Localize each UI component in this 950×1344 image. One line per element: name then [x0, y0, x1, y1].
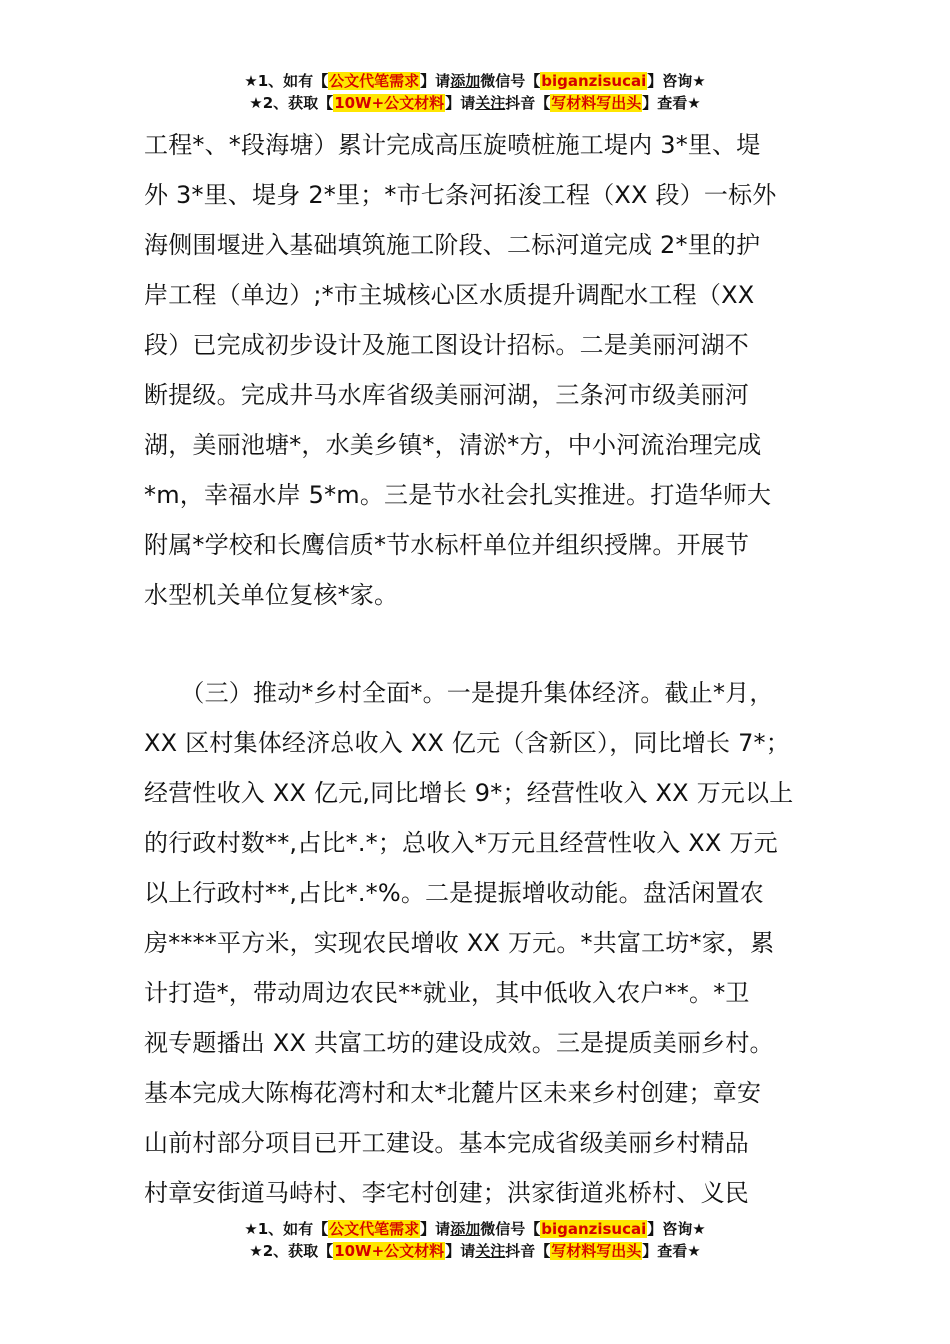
text-line: 山前村部分项目已开工建设。基本完成省级美丽乡村精品 — [144, 1129, 749, 1157]
text-line: 外 3*里、堤身 2*里；*市七条河拓浚工程（XX 段）一标外 — [144, 181, 777, 209]
text-line: *m，幸福水岸 5*m。三是节水社会扎实推进。打造华师大 — [144, 481, 772, 509]
text-line: 海侧围堰进入基础填筑施工阶段、二标河道完成 2*里的护 — [144, 231, 761, 259]
text-line: 岸工程（单边）;*市主城核心区水质提升调配水工程（XX — [144, 281, 755, 309]
promo-emphasis: 添加 — [450, 72, 481, 90]
footer-promo-line-2 — [0, 1240, 950, 1262]
promo-emphasis: 添加 — [450, 1220, 481, 1238]
text-line: 村章安街道马峙村、李宅村创建；洪家街道兆桥村、义民 — [144, 1179, 749, 1207]
header-promo-line-1 — [0, 70, 950, 92]
promo-highlight: 公文代笔需求 — [329, 1220, 420, 1238]
footer-promo — [0, 1218, 950, 1262]
promo-highlight: 公文代笔需求 — [329, 72, 420, 90]
promo-text: 抖音【 — [505, 1242, 551, 1260]
promo-highlight-douyin-id: 写材料写出头 — [551, 94, 642, 112]
promo-highlight: 10W+公文材料 — [334, 1242, 445, 1260]
promo-text: 】咨询★ — [647, 72, 706, 90]
text-line: 视专题播出 XX 共富工坊的建设成效。三是提质美丽乡村。 — [144, 1029, 774, 1057]
promo-text: 】咨询★ — [647, 1220, 706, 1238]
header-promo-line-2 — [0, 92, 950, 114]
promo-text: ★2、获取【 — [249, 1242, 334, 1260]
promo-highlight-wechat-id: biganzisucai — [541, 1220, 647, 1238]
promo-emphasis: 关注 — [475, 1242, 506, 1260]
text-line: 湖，美丽池塘*，水美乡镇*，清淤*方，中小河流治理完成 — [144, 431, 762, 459]
promo-text: 】请 — [445, 94, 476, 112]
promo-text: 】查看★ — [642, 94, 701, 112]
promo-text: 】请 — [420, 1220, 451, 1238]
text-line: 基本完成大陈梅花湾村和太*北麓片区未来乡村创建；章安 — [144, 1079, 762, 1107]
header-promo — [0, 70, 950, 114]
text-line: 房****平方米，实现农民增收 XX 万元。*共富工坊*家，累 — [144, 929, 775, 957]
text-line: （三）推动*乡村全面*。一是提升集体经济。截止*月， — [144, 679, 774, 707]
promo-text: ★2、获取【 — [249, 94, 334, 112]
promo-text: ★1、如有【 — [244, 72, 329, 90]
promo-text: 微信号【 — [480, 1220, 541, 1238]
footer-promo-line-1 — [0, 1218, 950, 1240]
promo-text: 微信号【 — [480, 72, 541, 90]
text-line: 工程*、*段海塘）累计完成高压旋喷桩施工堤内 3*里、堤 — [144, 131, 761, 159]
promo-text: ★1、如有【 — [244, 1220, 329, 1238]
paragraph-2 — [144, 668, 814, 1218]
text-line: 以上行政村**,占比*.*%。二是提振增收动能。盘活闲置农 — [144, 879, 764, 907]
promo-text: 抖音【 — [505, 94, 551, 112]
promo-highlight-douyin-id: 写材料写出头 — [551, 1242, 642, 1260]
promo-text: 】请 — [420, 72, 451, 90]
promo-highlight: 10W+公文材料 — [334, 94, 445, 112]
promo-highlight-wechat-id: biganzisucai — [541, 72, 647, 90]
text-line: 经营性收入 XX 亿元,同比增长 9*；经营性收入 XX 万元以上 — [144, 779, 794, 807]
text-line: 断提级。完成井马水库省级美丽河湖，三条河市级美丽河 — [144, 381, 749, 409]
text-line: 段）已完成初步设计及施工图设计招标。二是美丽河湖不 — [144, 331, 749, 359]
paragraph-1 — [144, 120, 814, 620]
text-line: 附属*学校和长鹰信质*节水标杆单位并组织授牌。开展节 — [144, 531, 750, 559]
text-line: 水型机关单位复核*家。 — [144, 581, 399, 609]
promo-text: 】请 — [445, 1242, 476, 1260]
promo-emphasis: 关注 — [475, 94, 506, 112]
promo-text: 】查看★ — [642, 1242, 701, 1260]
text-line: 计打造*，带动周边农民**就业，其中低收入农户**。*卫 — [144, 979, 750, 1007]
text-line: 的行政村数**,占比*.*；总收入*万元且经营性收入 XX 万元 — [144, 829, 778, 857]
text-line: XX 区村集体经济总收入 XX 亿元（含新区），同比增长 7*； — [144, 729, 790, 757]
